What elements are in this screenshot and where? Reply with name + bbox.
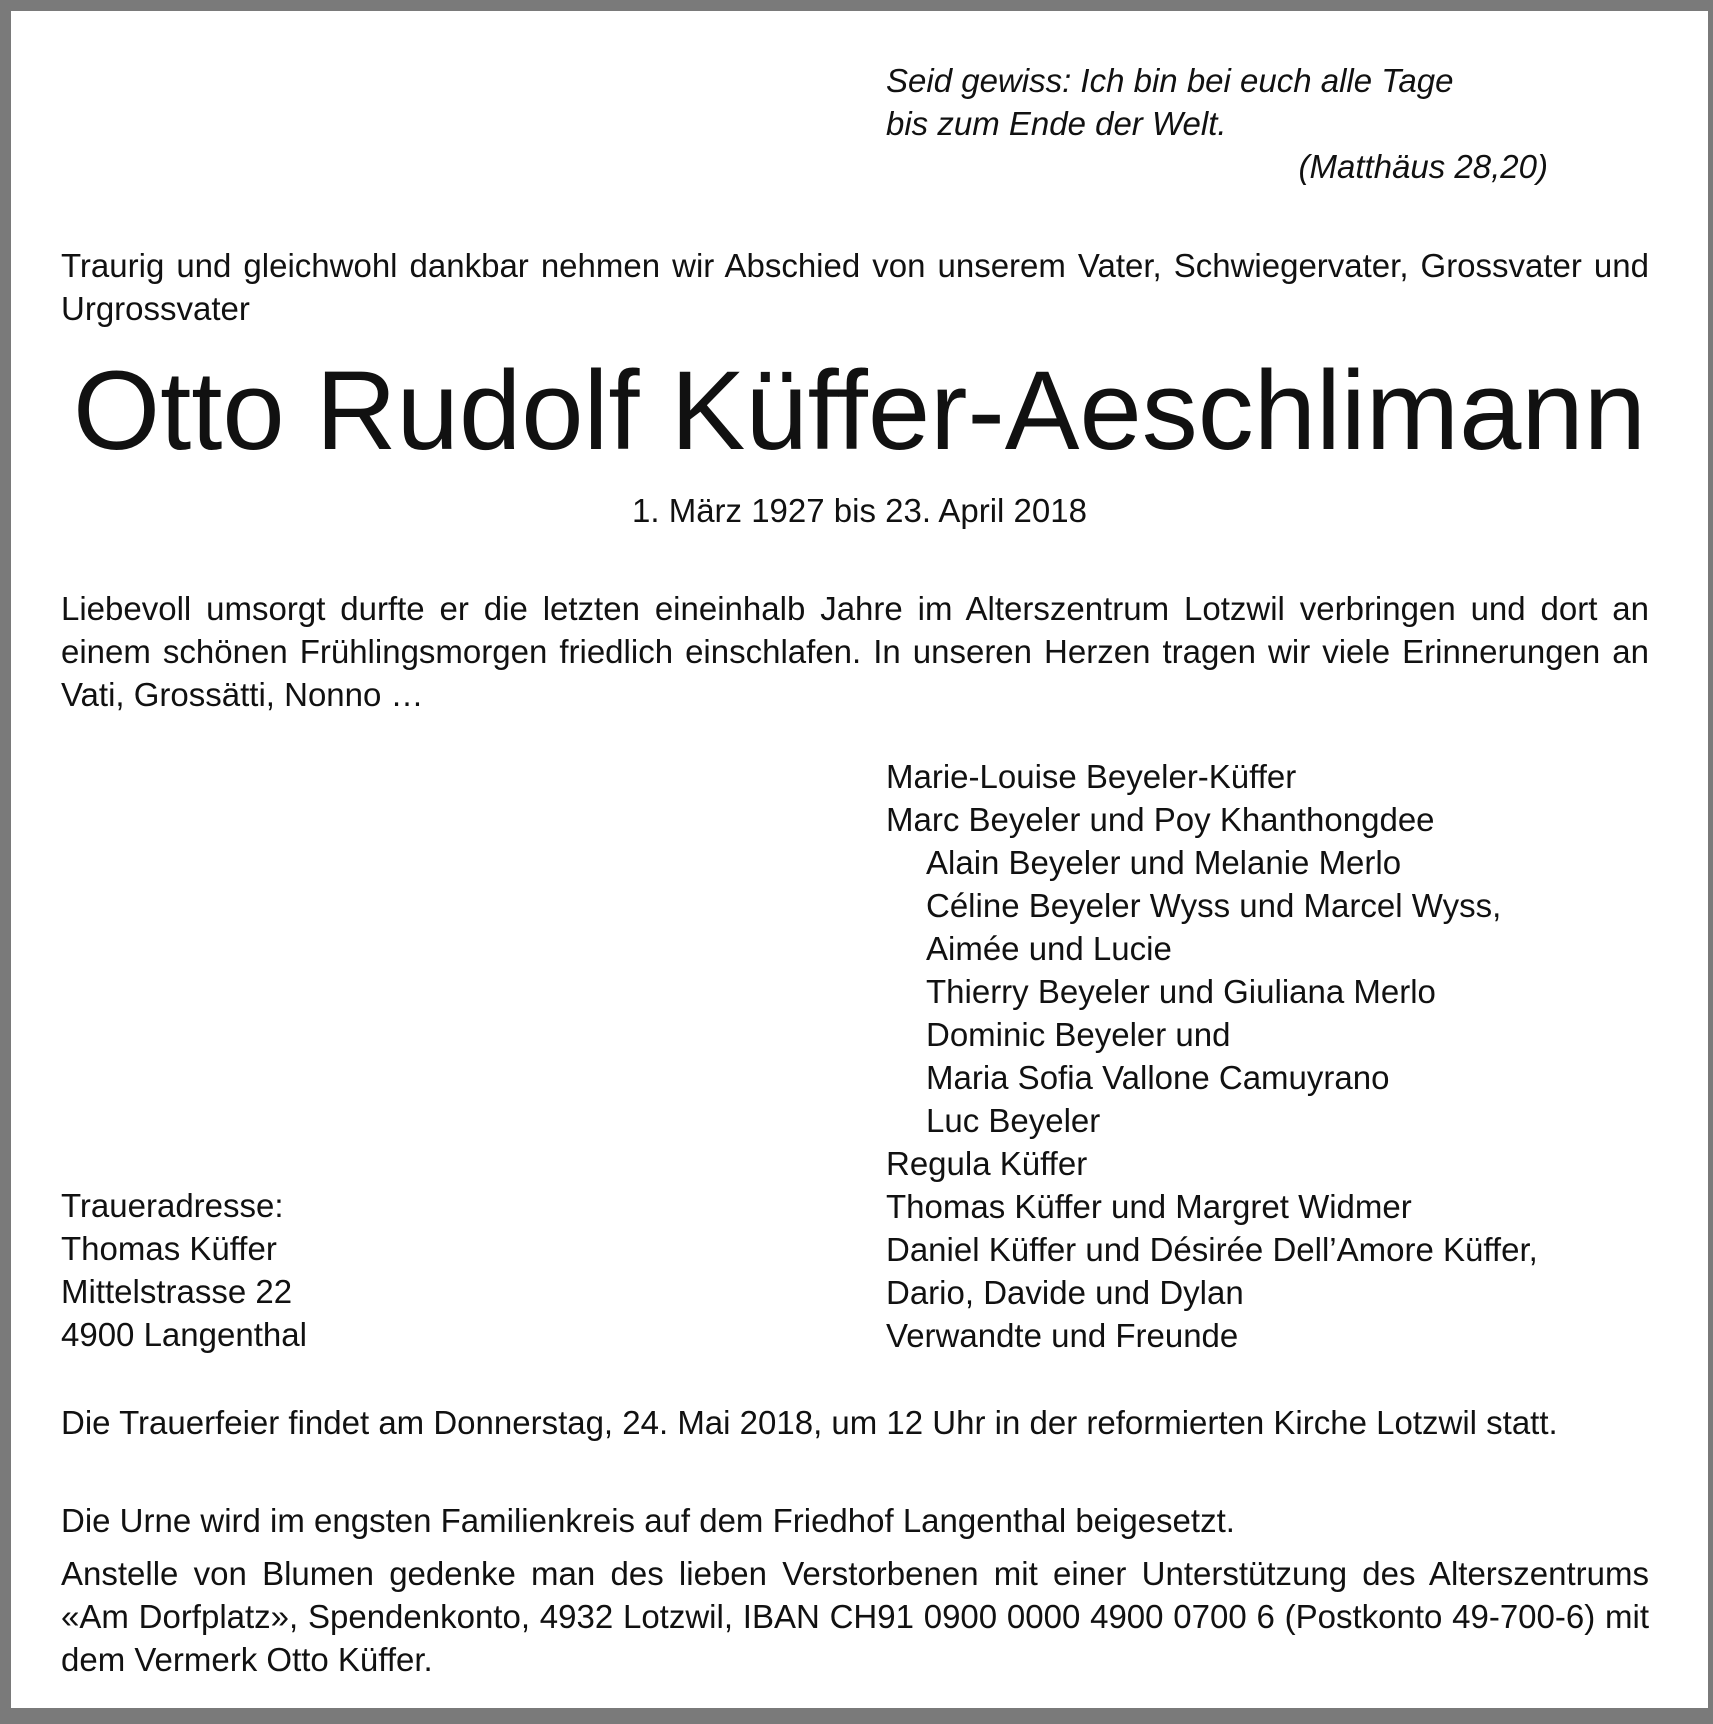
bible-quote xyxy=(886,59,1566,188)
mourner: Regula Küffer xyxy=(886,1145,1088,1182)
ceremony-info: Die Trauerfeier findet am Donnerstag, 24. Mai 2018, um 12 Uhr in der reformierten Kirche Lotzwil statt. xyxy=(61,1404,1558,1441)
mourner: Verwandte und Freunde xyxy=(886,1317,1239,1354)
mourner: Dario, Davide und Dylan xyxy=(886,1274,1244,1311)
mourner: Thomas Küffer und Margret Widmer xyxy=(886,1188,1412,1225)
mourner: Thierry Beyeler und Giuliana Merlo xyxy=(926,973,1436,1010)
urn-info: Die Urne wird im engsten Familienkreis auf dem Friedhof Langenthal beigesetzt. xyxy=(61,1502,1235,1539)
mourner: Marc Beyeler und Poy Khanthongdee xyxy=(886,801,1435,838)
quote-line: Seid gewiss: Ich bin bei euch alle Tage xyxy=(886,62,1454,99)
address-line: Mittelstrasse 22 xyxy=(61,1273,293,1310)
quote-reference: (Matthäus 28,20) xyxy=(1298,148,1548,185)
mourner: Daniel Küffer und Désirée Dell’Amore Küffer, xyxy=(886,1231,1538,1268)
obituary-page xyxy=(11,11,1708,1708)
mourner: Aimée und Lucie xyxy=(926,930,1172,967)
life-dates: 1. März 1927 bis 23. April 2018 xyxy=(632,492,1087,529)
mourner: Dominic Beyeler und xyxy=(926,1016,1231,1053)
mourner: Luc Beyeler xyxy=(926,1102,1101,1139)
mourner: Marie-Louise Beyeler-Küffer xyxy=(886,758,1297,795)
mourner: Céline Beyeler Wyss und Marcel Wyss, xyxy=(926,887,1502,924)
address-line: Thomas Küffer xyxy=(61,1230,277,1267)
mourning-address xyxy=(61,1184,561,1356)
donation-info: Anstelle von Blumen gedenke man des lieben Verstorbenen mit einer Unterstützung des Alterszentrums «Am Dorfplatz», Spendenkonto, 4932 Lotzwil, IBAN CH91 0900 0000 4900 0700 6 (Postkonto 49-700-6) mit dem Vermerk Otto Küffer. xyxy=(61,1555,1649,1678)
address-label: Traueradresse: xyxy=(61,1187,284,1224)
quote-line: bis zum Ende der Welt. xyxy=(886,105,1227,142)
memorial-paragraph: Liebevoll umsorgt durfte er die letzten eineinhalb Jahre im Alterszentrum Lotzwil verbringen und dort an einem schönen Frühlingsmorgen friedlich einschlafen. In unseren Herzen tragen wir viele Erinnerungen an Vati, Grossätti, Nonno … xyxy=(61,590,1649,713)
mourners-list xyxy=(886,755,1706,1357)
mourner: Maria Sofia Vallone Camuyrano xyxy=(926,1059,1390,1096)
intro-text: Traurig und gleichwohl dankbar nehmen wir Abschied von unserem Vater, Schwiegervater, Grossvater und Urgrossvater xyxy=(61,247,1649,327)
mourner: Alain Beyeler und Melanie Merlo xyxy=(926,844,1402,881)
address-line: 4900 Langenthal xyxy=(61,1316,307,1353)
deceased-name: Otto Rudolf Küffer-Aeschlimann xyxy=(73,348,1646,473)
